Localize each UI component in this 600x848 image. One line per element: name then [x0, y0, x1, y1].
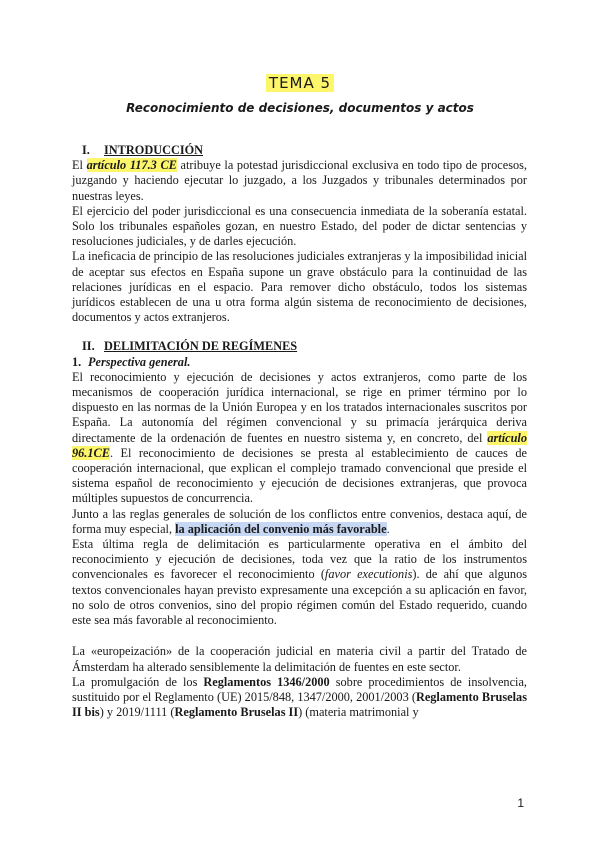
bold-term: Reglamento Bruselas II bis — [72, 689, 527, 720]
italic-term: favor executionis — [324, 567, 413, 582]
section-heading-delimitacion — [72, 339, 527, 354]
page-title — [0, 74, 600, 92]
paragraph — [72, 370, 527, 507]
highlight-convenio-favorable: la aplicación del convenio más favorable — [175, 521, 387, 536]
paragraph: La «europeización» de la cooperación judicial en materia civil a partir del Tratado de Ámsterdam ha alterado sensiblemente la delimitación de fuentes en este sector. — [72, 644, 527, 674]
highlight-article-117: artículo 117.3 CE — [86, 158, 177, 173]
document-body — [72, 143, 527, 720]
section-number: II. — [82, 339, 95, 354]
bold-term: Reglamentos 1346/2000 — [203, 674, 330, 689]
subsection-title: Perspectiva general. — [88, 354, 191, 369]
subsection-number: 1. — [72, 354, 82, 369]
bold-term: Reglamento Bruselas II — [174, 705, 299, 720]
text-run: El reconocimiento y ejecución de decisiones y actos extranjeros, como parte de los mecanismos de cooperación jurídica internacional, se rige en primer término por lo dispuesto en las normas de la Unión Europea y en los tratados internacionales suscritos por España. La autonomía del régimen convencional y su primacía jerárquica deriva directamente de la ordenación de fuentes en nuestro sistema y, en concreto, del — [72, 369, 527, 445]
paragraph — [72, 675, 527, 721]
text-run: Esta última regla de delimitación es particularmente operativa en el ámbito del reconocimiento y ejecución de decisiones, toda vez que la ratio de los instrumentos convencionales es favorecer el reconocimiento ( — [72, 537, 527, 582]
text-run: La promulgación de los — [72, 674, 204, 689]
paragraph — [72, 537, 527, 628]
section-title: DELIMITACIÓN DE REGÍMENES — [104, 339, 298, 354]
section-number: I. — [82, 143, 90, 157]
paragraph — [72, 158, 527, 204]
text-run: . — [386, 521, 390, 536]
paragraph: La ineficacia de principio de las resoluciones judiciales extranjeras y la imposibilidad inicial de aceptar sus efectos en España supone un grave obstáculo para la continuidad de las relaciones jurídicas en el espacio. Para remover dicho obstáculo, todos los sistemas jurídicos establecen de una u otra forma algún sistema de reconocimiento de decisiones, documentos y actos extranjeros. — [72, 249, 527, 325]
section-title: INTRODUCCIÓN — [104, 143, 204, 157]
page-number: 1 — [517, 796, 524, 810]
title-highlight: TEMA 5 — [266, 74, 334, 92]
text-run: sobre procedimientos de insolvencia, sustituido por el Reglamento (UE) 2015/848, 1347/2000, 2001/2003 ( — [72, 674, 527, 704]
section-heading-introduccion — [72, 143, 527, 158]
text-run: Junto a las reglas generales de solución de los conflictos entre convenios, destaca aquí, de forma muy especial, — [72, 506, 527, 536]
text-run: ). de ahí que algunos textos convencionales hayan previsto expresamente una excepción a su aplicación en favor, no solo de otros convenios, sino del propio régimen común del Estado requerido, cuando este sea más favorable al reconocimiento. — [72, 567, 528, 628]
text-run: ) (materia matrimonial y — [298, 705, 419, 720]
page-subtitle: Reconocimiento de decisiones, documentos y actos — [126, 101, 474, 115]
text-run: El — [72, 158, 87, 173]
paragraph — [72, 507, 527, 537]
highlight-article-96: artículo 96.1CE — [72, 430, 527, 460]
text-run: atribuye la potestad jurisdiccional exclusiva en todo tipo de procesos, juzgando y haciendo ejecutar lo juzgado, a los Juzgados y tribunales determinados por nuestras leyes. — [72, 158, 527, 203]
paragraph: El ejercicio del poder jurisdiccional es una consecuencia inmediata de la soberanía estatal. Solo los tribunales españoles gozan, en nuestro Estado, del poder de dictar sentencias y resoluciones judiciales, y de darles ejecución. — [72, 203, 527, 249]
text-run: ) y 2019/1111 ( — [99, 705, 175, 720]
subsection-heading — [72, 355, 527, 370]
text-run: . El reconocimiento de decisiones se presta al establecimiento de cauces de cooperación internacional, que explican el complejo tramado convencional que preside el sistema español de reconocimiento y ejecución de decisiones extranjeras, que provoca múltiples supuestos de concurrencia. — [72, 445, 527, 506]
